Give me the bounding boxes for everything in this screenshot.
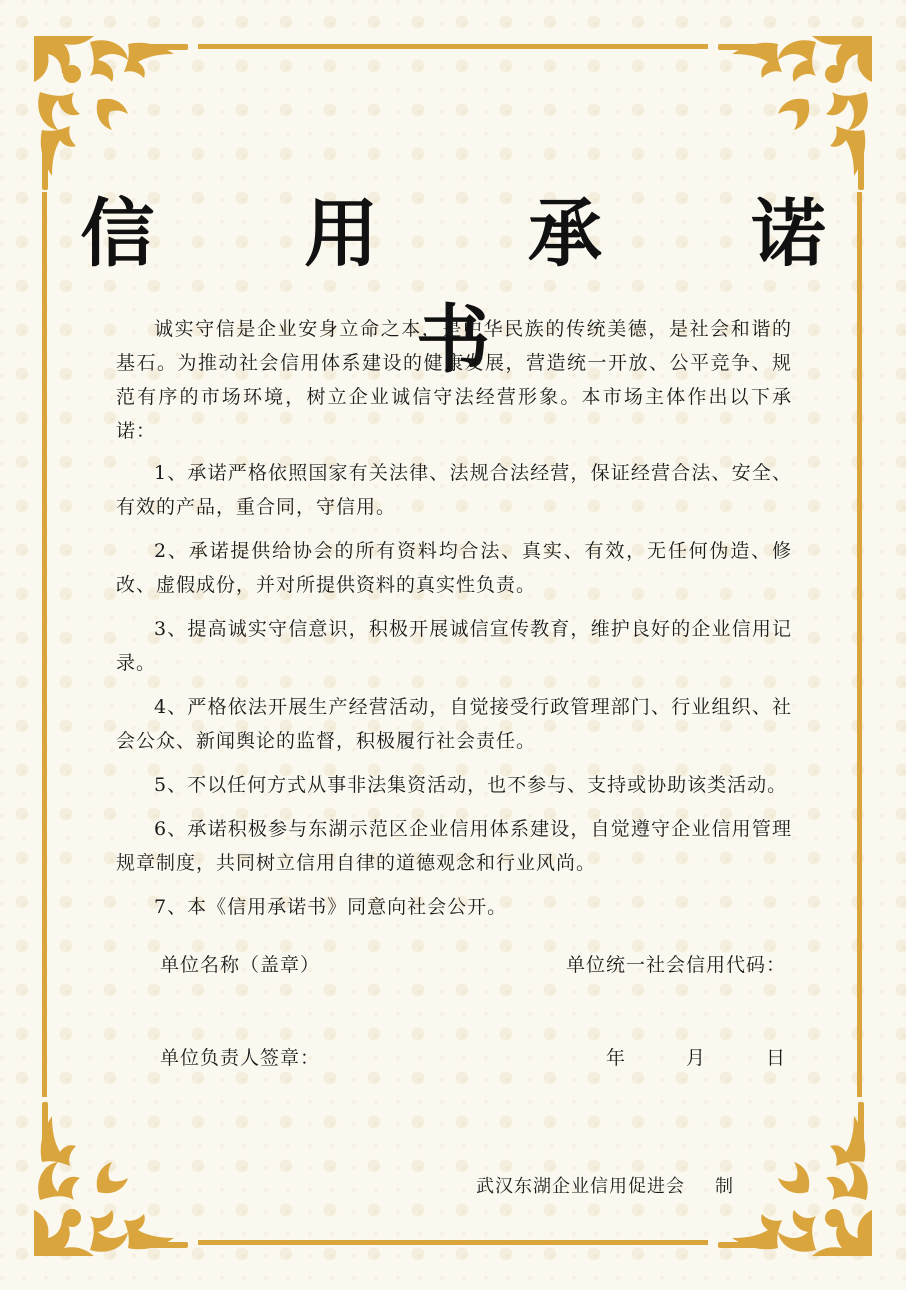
date-day-label: 日 <box>765 1047 786 1069</box>
corner-ornament-icon <box>718 1102 878 1262</box>
issuer-name: 武汉东湖企业信用促进会 <box>476 1176 685 1197</box>
corner-ornament-icon <box>718 30 878 190</box>
commitment-item: 7、本《信用承诺书》同意向社会公开。 <box>154 896 508 918</box>
commitment-item: 6、承诺积极参与东湖示范区企业信用体系建设，自觉遵守企业信用管理规章制度，共同树立信用自律的道德观念和行业风尚。 <box>116 818 792 874</box>
date-year-label: 年 <box>605 1047 626 1069</box>
corner-ornament-icon <box>28 30 188 190</box>
intro-paragraph: 诚实守信是企业安身立命之本，是中华民族的传统美德，是社会和谐的基石。为推动社会信用体系建设的健康发展，营造统一开放、公平竞争、规范有序的市场环境，树立企业诚信守法经营形象。本市场主体作出以下承诺： <box>116 318 792 442</box>
commitment-item: 4、严格依法开展生产经营活动，自觉接受行政管理部门、行业组织、社会公众、新闻舆论的监督，积极履行社会责任。 <box>116 696 792 752</box>
date-month-label: 月 <box>685 1047 706 1069</box>
commitment-item: 3、提高诚实守信意识，积极开展诚信宣传教育，维护良好的企业信用记录。 <box>116 618 792 674</box>
responsible-signature-label: 单位负责人签章： <box>160 1047 321 1069</box>
commitment-item: 5、不以任何方式从事非法集资活动，也不参与、支持或协助该类活动。 <box>154 774 788 796</box>
frame-line-bottom <box>198 1240 708 1245</box>
corner-ornament-icon <box>28 1102 188 1262</box>
issuer-line <box>476 1172 734 1198</box>
date-field <box>606 1043 786 1070</box>
commitment-body <box>116 312 792 934</box>
issuer-suffix: 制 <box>715 1176 734 1197</box>
unit-name-label: 单位名称（盖章） <box>160 954 321 976</box>
commitment-item: 2、承诺提供给协会的所有资料均合法、真实、有效，无任何伪造、修改、虚假成份，并对所提供资料的真实性负责。 <box>116 540 792 596</box>
frame-line-top <box>198 44 708 49</box>
document-title: 信 用 承 诺 书 <box>80 191 888 383</box>
credit-code-label: 单位统一社会信用代码： <box>565 954 786 976</box>
commitment-item: 1、承诺严格依照国家有关法律、法规合法经营，保证经营合法、安全、有效的产品，重合同，守信用。 <box>116 462 792 518</box>
